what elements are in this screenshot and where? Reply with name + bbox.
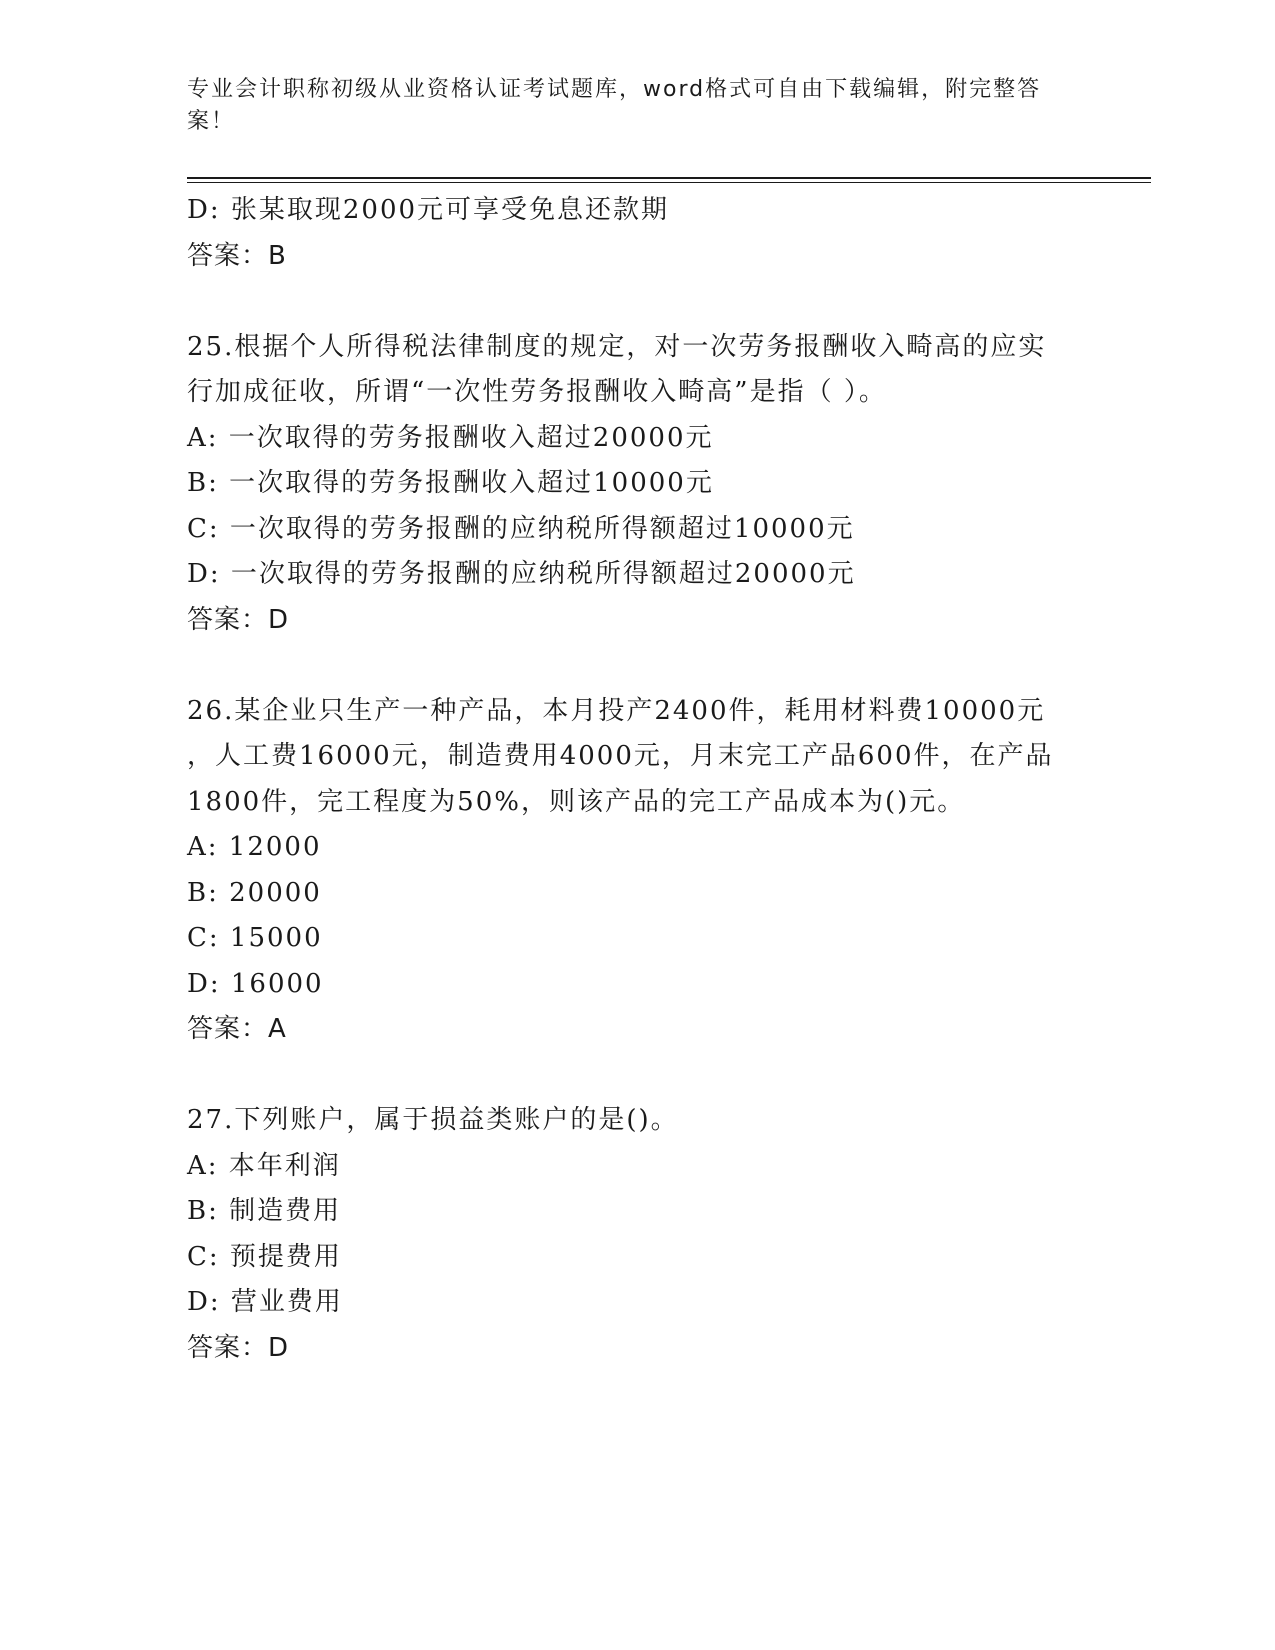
prev-question-tail: [187, 188, 1087, 279]
option-c: C: 预提费用: [187, 1241, 342, 1272]
question-stem-line: ，人工费16000元，制造费用4000元，月末完工产品600件，在产品: [187, 741, 1054, 771]
option-a: A: 12000: [187, 832, 322, 862]
option-c: C: 15000: [187, 923, 323, 953]
question-stem-line: 26.某企业只生产一种产品，本月投产2400件，耗用材料费10000元: [187, 695, 1046, 726]
question-25: [187, 325, 1087, 644]
question-content: [187, 188, 1087, 1371]
option-a: A: 本年利润: [187, 1150, 341, 1181]
header-divider-thin: [187, 182, 1151, 183]
option-b: B: 制造费用: [187, 1196, 342, 1226]
question-stem-line: 1800件，完工程度为50%，则该产品的完工产品成本为()元。: [187, 786, 966, 817]
option-b: B: 一次取得的劳务报酬收入超过10000元: [187, 468, 714, 498]
document-header: 专业会计职称初级从业资格认证考试题库，word格式可自由下载编辑，附完整答案！: [187, 77, 1042, 134]
question-stem-line: 25.根据个人所得税法律制度的规定，对一次劳务报酬收入畸高的应实: [187, 331, 1047, 362]
option-b: B: 20000: [187, 877, 322, 908]
answer-line: 答案：A: [187, 1014, 287, 1044]
option-d: D: 16000: [187, 968, 324, 999]
question-stem-line: 27.下列账户，属于损益类账户的是()。: [187, 1105, 679, 1135]
option-d: D: 张某取现2000元可享受免息还款期: [187, 195, 670, 225]
answer-line: 答案：D: [187, 604, 290, 635]
header-divider-thick: [187, 177, 1151, 179]
answer-line: 答案：B: [187, 240, 287, 271]
option-c: C: 一次取得的劳务报酬的应纳税所得额超过10000元: [187, 513, 855, 544]
question-27: [187, 1098, 1087, 1371]
option-d: D: 营业费用: [187, 1287, 343, 1317]
question-stem-line: 行加成征收，所谓“一次性劳务报酬收入畸高”是指（ ）。: [187, 377, 887, 407]
question-26: [187, 689, 1087, 1053]
answer-line: 答案：D: [187, 1332, 290, 1363]
option-a: A: 一次取得的劳务报酬收入超过20000元: [187, 422, 714, 453]
option-d: D: 一次取得的劳务报酬的应纳税所得额超过20000元: [187, 559, 856, 589]
